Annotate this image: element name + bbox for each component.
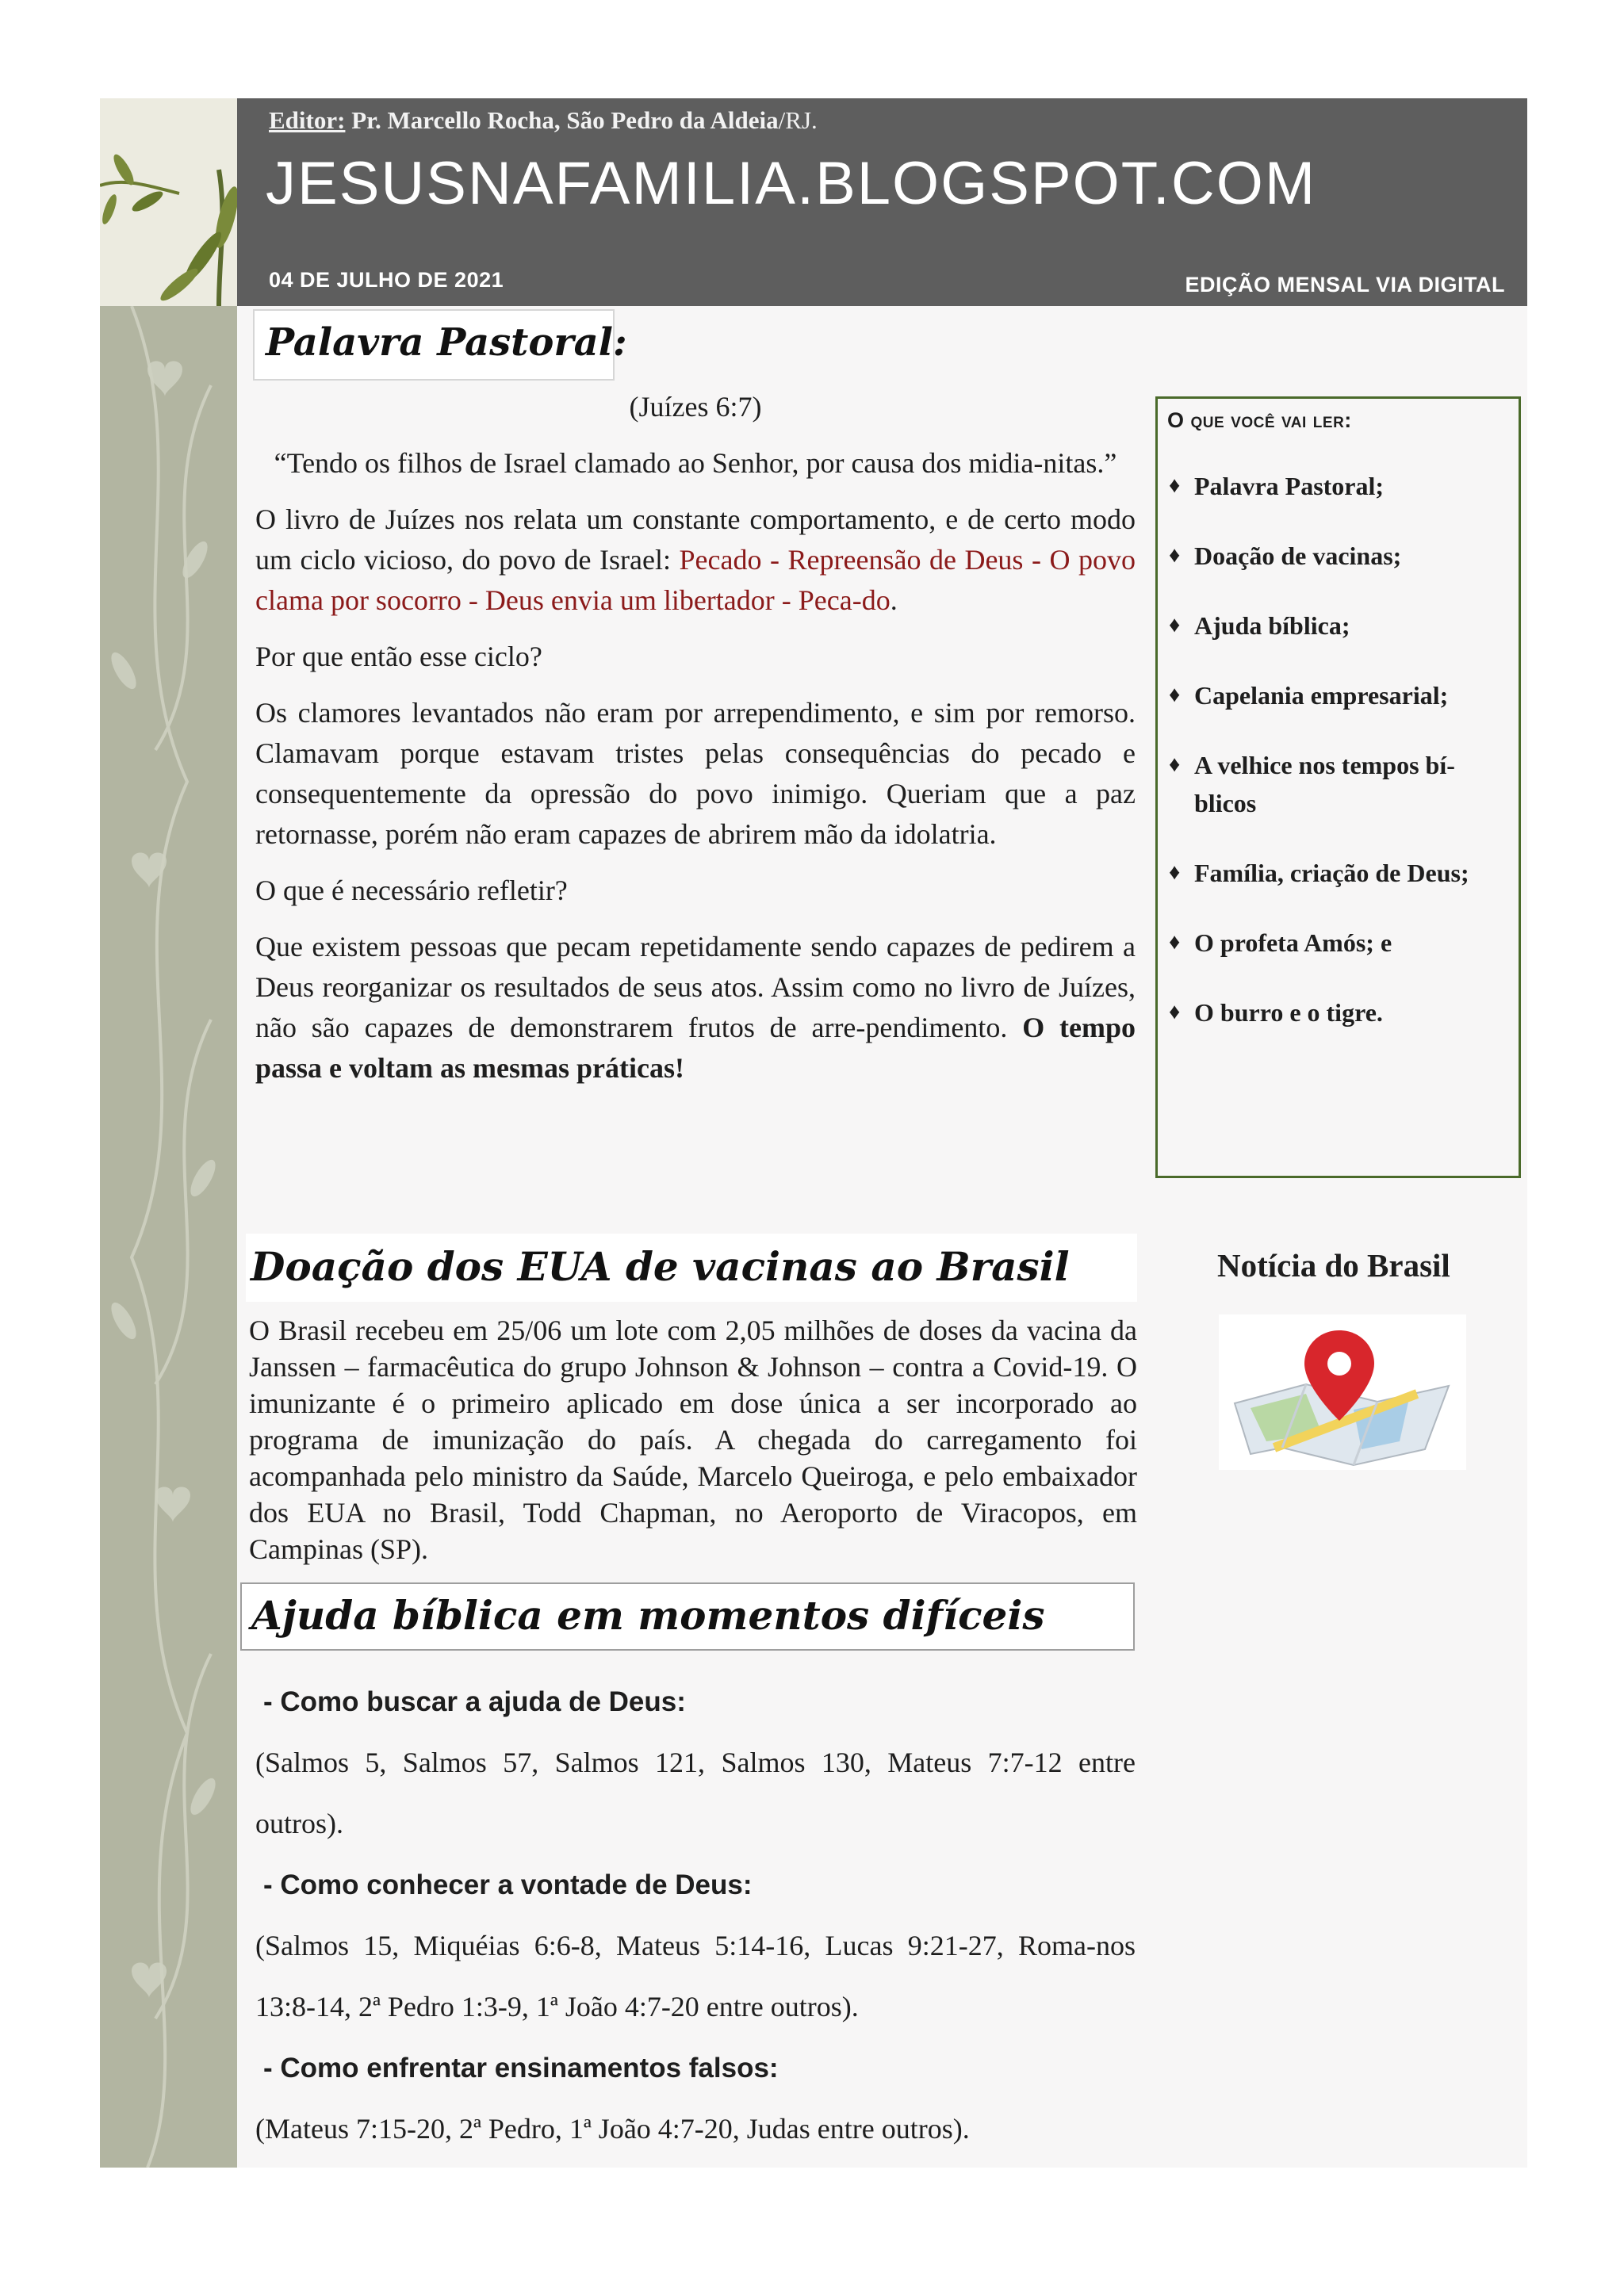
pastoral-conclusion: O tempo passa e voltam as mesmas práticas! xyxy=(255,1012,1136,1084)
toc-item xyxy=(1169,607,1510,645)
toc-item-label: Palavra Pastoral; xyxy=(1194,472,1385,500)
diamond-bullet-icon: ♦ xyxy=(1169,473,1181,498)
help-section-3-title: - Como enfrentar ensinamentos falsos: xyxy=(263,2053,779,2084)
toc-item-label: Capelania empresarial; xyxy=(1194,681,1449,710)
table-of-contents xyxy=(1155,396,1521,1178)
help-section-3-text: (Mateus 7:15-20, 2ª Pedro, 1ª João 4:7-20, Judas entre outros). xyxy=(255,2113,970,2145)
toc-item xyxy=(1169,854,1510,892)
pastoral-paragraph-5: Que existem pessoas que pecam repetidamente sendo capazes de pedirem a Deus reorganizar os resultados de seus atos. Assim como no livro de Juízes, não são capazes de demonstrarem frutos de arre-pendimento. O tempo passa e voltam as mesmas práticas! xyxy=(255,931,1136,1084)
diamond-bullet-icon: ♦ xyxy=(1169,613,1181,637)
diamond-bullet-icon: ♦ xyxy=(1169,930,1181,955)
diamond-bullet-icon: ♦ xyxy=(1169,1000,1181,1024)
toc-item xyxy=(1169,467,1510,505)
floral-pattern-decoration xyxy=(100,306,237,2168)
edition-label: EDIÇÃO MENSAL VIA DIGITAL xyxy=(1185,273,1505,297)
toc-item xyxy=(1169,537,1510,575)
editor-state: /RJ. xyxy=(778,106,818,134)
help-section-1-title: - Como buscar a ajuda de Deus: xyxy=(263,1686,686,1717)
vaccine-heading: Doação dos EUA de vacinas ao Brasil xyxy=(246,1234,1137,1302)
diamond-bullet-icon: ♦ xyxy=(1169,543,1181,568)
toc-title: O que você vai ler: xyxy=(1167,408,1352,432)
toc-item-label: Família, criação de Deus; xyxy=(1194,859,1469,887)
pastoral-paragraph-3: Os clamores levantados não eram por arrependimento, e sim por remorso. Clamavam porque estavam tristes pelas consequências do pecado e consequentemente da opressão do povo inimigo. Queriam que a paz retornasse, porém não eram capazes de abrirem mão da idolatria. xyxy=(255,697,1136,850)
site-title: JESUSNAFAMILIA.BLOGSPOT.COM xyxy=(266,150,1317,217)
toc-item xyxy=(1169,924,1510,962)
help-section-1-text: (Salmos 5, Salmos 57, Salmos 121, Salmos 130, Mateus 7:7-12 entre outros). xyxy=(255,1747,1136,1839)
toc-item xyxy=(1169,746,1510,822)
toc-item-label: Doação de vacinas; xyxy=(1194,541,1402,570)
pastoral-paragraph-1: O livro de Juízes nos relata um constante comportamento, e de certo modo um ciclo vicioso, do povo de Israel: Pecado - Repreensão de Deus - O povo clama por socorro - Deus envia um libertador - Peca-do. xyxy=(255,503,1136,616)
pastoral-question-2: O que é necessário refletir? xyxy=(255,874,568,906)
pastoral-question-1: Por que então esse ciclo? xyxy=(255,641,542,672)
diamond-bullet-icon: ♦ xyxy=(1169,860,1181,885)
sin-cycle-text: Pecado - Repreensão de Deus - O povo clama por socorro - Deus envia um libertador - Peca-do xyxy=(255,544,1136,616)
diamond-bullet-icon: ♦ xyxy=(1169,683,1181,707)
vaccine-body: O Brasil recebeu em 25/06 um lote com 2,05 milhões de doses da vacina da Janssen – farmacêutica do grupo Johnson & Johnson – contra a Covid-19. O imunizante é o primeiro aplicado em dose única a ser incorporado ao programa de imunização do país. A chegada do carregamento foi acompanhada pelo ministro da Saúde, Marcelo Queiroga, e pelo embaixador dos EUA no Brasil, Todd Chapman, no Aeroporto de Viracopos, em Campinas (SP). xyxy=(249,1314,1137,1565)
toc-item-label: A velhice nos tempos bí-blicos xyxy=(1194,751,1455,817)
diamond-bullet-icon: ♦ xyxy=(1169,752,1181,777)
news-title: Notícia do Brasil xyxy=(1217,1247,1450,1284)
toc-item xyxy=(1169,676,1510,714)
help-section-2-text: (Salmos 15, Miquéias 6:6-8, Mateus 5:14-16, Lucas 9:21-27, Roma-nos 13:8-14, 2ª Pedro 1:3-9, 1ª João 4:7-20 entre outros). xyxy=(255,1930,1136,2022)
bible-help-heading: Ajuda bíblica em momentos difíceis xyxy=(240,1582,1135,1651)
toc-item-label: O burro e o tigre. xyxy=(1194,998,1383,1027)
issue-date: 04 DE JULHO DE 2021 xyxy=(269,268,504,292)
toc-list xyxy=(1169,467,1510,1063)
bible-verse: “Tendo os filhos de Israel clamado ao Senhor, por causa dos midia-nitas.” xyxy=(274,447,1117,479)
masthead xyxy=(237,98,1527,306)
editor-line xyxy=(269,106,818,135)
bible-reference: (Juízes 6:7) xyxy=(629,391,762,423)
pastoral-body xyxy=(255,387,1136,1089)
olive-branch-decoration xyxy=(100,98,237,306)
pastoral-heading: Palavra Pastoral: xyxy=(253,309,615,381)
toc-item xyxy=(1169,993,1510,1031)
bible-help-body xyxy=(255,1671,1136,2160)
toc-item-label: Ajuda bíblica; xyxy=(1194,611,1350,640)
map-pin-icon xyxy=(1219,1314,1466,1470)
help-section-2-title: - Como conhecer a vontade de Deus: xyxy=(263,1869,753,1900)
toc-item-label: O profeta Amós; e xyxy=(1194,928,1392,957)
editor-label: Editor: xyxy=(269,106,346,134)
editor-name: Pr. Marcello Rocha, São Pedro da Aldeia xyxy=(345,106,779,134)
